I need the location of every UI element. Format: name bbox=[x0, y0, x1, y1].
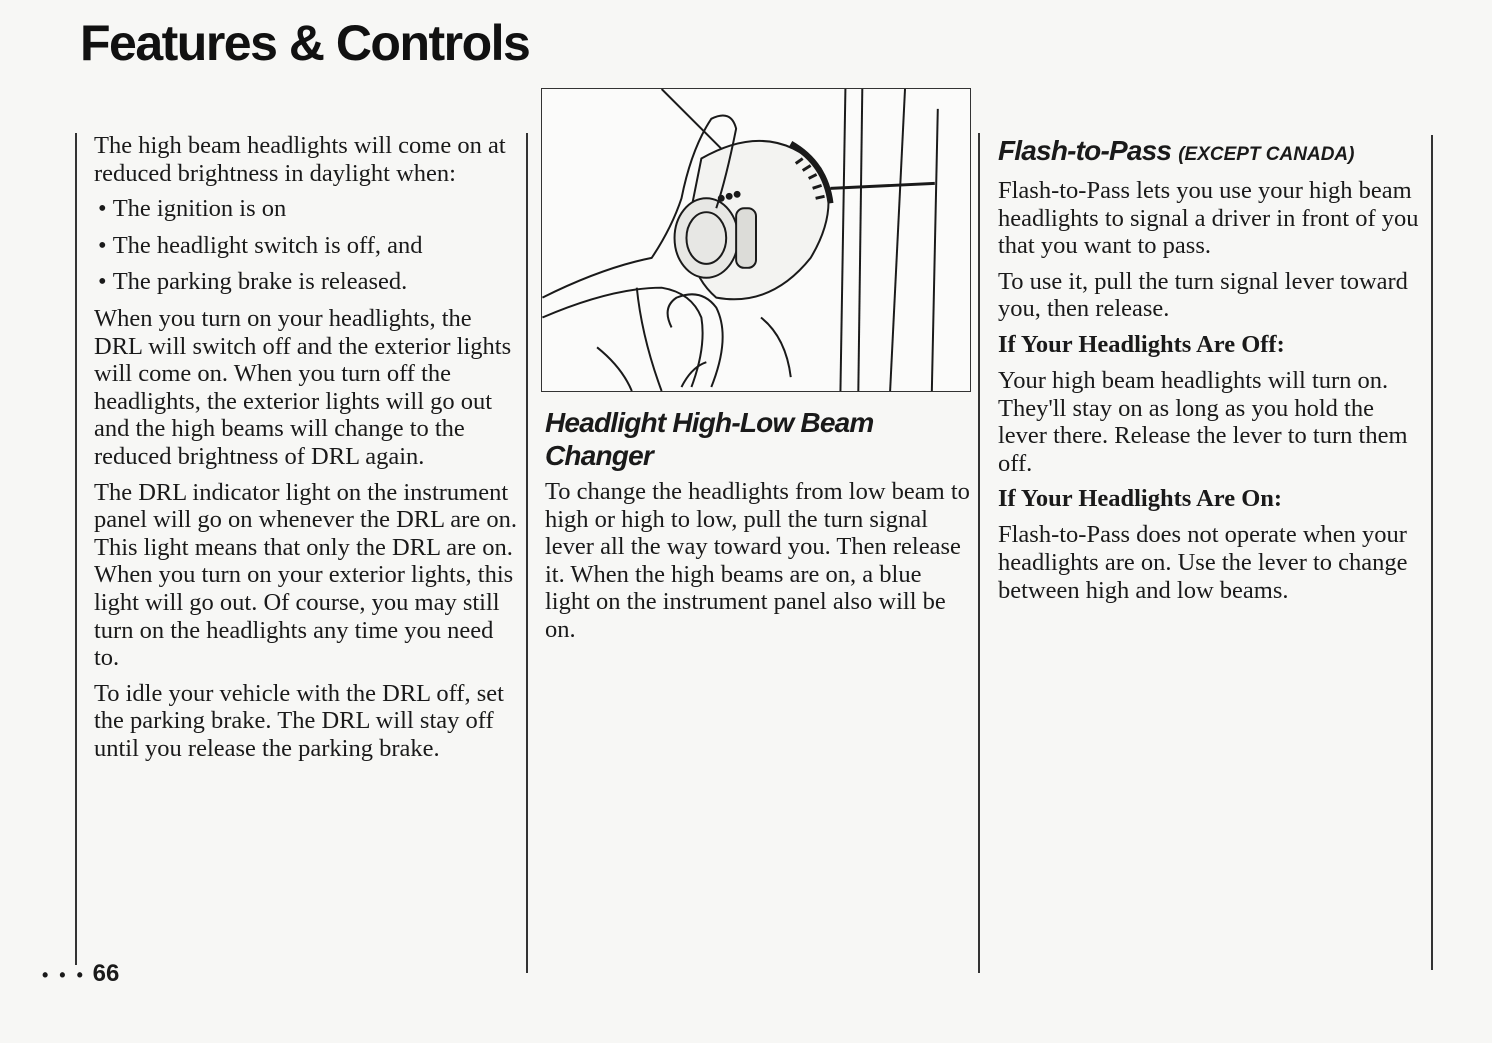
body-paragraph: Flash-to-Pass lets you use your high beam headlights to signal a driver in front of you that you want to pass. bbox=[998, 177, 1419, 260]
flash-to-pass-heading: Flash-to-Pass bbox=[998, 135, 1172, 166]
heading-note: (EXCEPT CANADA) bbox=[1178, 144, 1355, 165]
right-column bbox=[998, 134, 1423, 612]
list-item: • The headlight switch is off, and bbox=[94, 232, 519, 260]
list-item: • The parking brake is released. bbox=[94, 268, 519, 296]
middle-column bbox=[545, 406, 970, 652]
page-number: 66 bbox=[92, 960, 120, 987]
drl-intro: The high beam headlights will come on at reduced brightness in daylight when: bbox=[94, 132, 506, 187]
page-title: Features & Controls bbox=[80, 15, 530, 71]
drl-conditions-list bbox=[94, 195, 519, 296]
body-paragraph: To use it, pull the turn signal lever toward you, then release. bbox=[998, 267, 1408, 323]
body-paragraph: The DRL indicator light on the instrument panel will go on whenever the DRL are on. This light means that only the DRL are on. When you turn on your exterior lights, this light will go out. Of course, you may still turn on the headlights any time you need to. bbox=[94, 478, 517, 672]
column-rule-right bbox=[978, 133, 980, 973]
column-rule-left bbox=[75, 133, 77, 965]
section-heading bbox=[998, 134, 1423, 171]
sub-heading: If Your Headlights Are On: bbox=[998, 485, 1283, 513]
body-paragraph: To change the headlights from low beam to high or high to low, pull the turn signal lever all the way toward you. Then release it. When the high beams are on, a blue light on the instrument panel also will be on. bbox=[545, 478, 970, 643]
section-heading: Headlight High-Low Beam Changer bbox=[545, 407, 874, 471]
body-paragraph: Flash-to-Pass does not operate when your headlights are on. Use the lever to change between high and low beams. bbox=[998, 521, 1408, 604]
column-rule-far-right bbox=[1431, 135, 1433, 970]
body-paragraph: Your high beam headlights will turn on. They'll stay on as long as you hold the lever there. Release the lever to turn them off. bbox=[998, 366, 1408, 477]
list-item: • The ignition is on bbox=[94, 195, 519, 223]
left-column bbox=[94, 132, 519, 770]
sub-heading: If Your Headlights Are Off: bbox=[998, 330, 1285, 358]
hand-on-lever-drawing bbox=[542, 89, 970, 391]
footer-dots: • • • bbox=[42, 965, 86, 985]
body-paragraph: To idle your vehicle with the DRL off, set the parking brake. The DRL will stay off until you release the parking brake. bbox=[94, 679, 504, 762]
column-rule-middle bbox=[526, 133, 528, 973]
page-footer bbox=[42, 960, 119, 988]
turn-signal-lever-illustration bbox=[541, 88, 971, 392]
body-paragraph: When you turn on your headlights, the DRL will switch off and the exterior lights will come on. When you turn off the headlights, the exterior lights will go out and the high beams will change to the reduced brightness of DRL again. bbox=[94, 304, 512, 470]
